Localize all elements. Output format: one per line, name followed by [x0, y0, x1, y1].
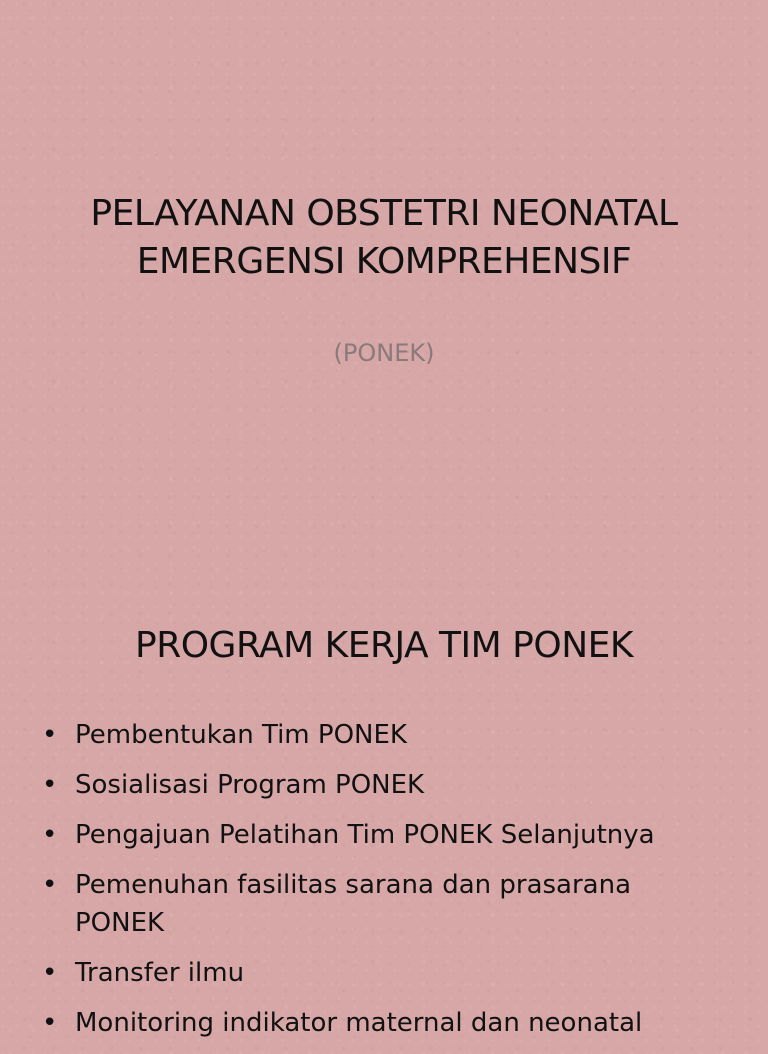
list-item — [42, 866, 722, 942]
bullet-icon: • — [42, 1008, 58, 1038]
title-line-1: PELAYANAN OBSTETRI NEONATAL — [90, 193, 678, 234]
bullet-icon: • — [42, 720, 58, 750]
bullet-icon: • — [42, 820, 58, 850]
list-item-text: Pembentukan Tim PONEK — [75, 720, 407, 750]
list-item-text: Monitoring indikator maternal dan neonatal — [75, 1008, 643, 1038]
program-list — [42, 716, 722, 1054]
bullet-icon: • — [42, 770, 58, 800]
list-item — [42, 816, 722, 854]
slide-subtitle: (PONEK) — [333, 339, 435, 367]
bullet-icon: • — [42, 870, 58, 900]
list-item-text: Pemenuhan fasilitas sarana dan prasarana PONEK — [75, 870, 632, 938]
program-slide — [0, 576, 768, 1038]
list-item-text: Transfer ilmu — [75, 958, 245, 988]
program-title: PROGRAM KERJA TIM PONEK — [134, 625, 633, 666]
list-item-text: Pengajuan Pelatihan Tim PONEK Selanjutnya — [75, 820, 655, 850]
list-item — [42, 954, 722, 992]
bullet-icon: • — [42, 958, 58, 988]
list-item — [42, 766, 722, 804]
list-item-text: Sosialisasi Program PONEK — [75, 770, 425, 800]
list-item — [42, 716, 722, 754]
title-line-2: EMERGENSI KOMPREHENSIF — [136, 241, 632, 282]
list-item — [42, 1004, 722, 1042]
slide-title — [0, 190, 768, 286]
